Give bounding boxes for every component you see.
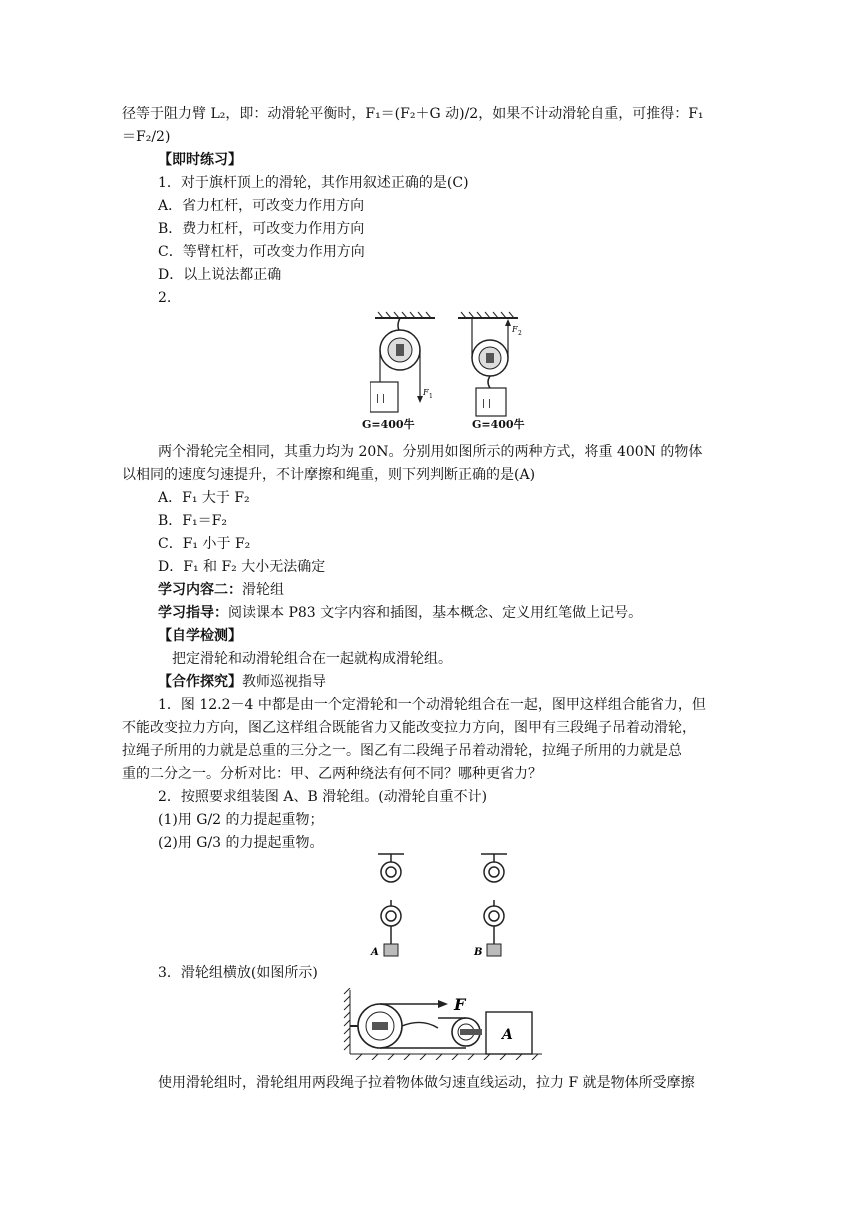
q2-option-d: D．F₁ 和 F₂ 大小无法确定 — [158, 559, 326, 575]
coop-heading: 【合作探究】教师巡视指导 — [158, 674, 326, 690]
last-line: 使用滑轮组时，滑轮组用两段绳子拉着物体做匀速直线运动，拉力 F 就是物体所受摩擦 — [158, 1075, 695, 1091]
q1-option-a: A．省力杠杆，可改变力作用方向 — [158, 198, 365, 214]
right-weight-label: G=400牛 — [472, 418, 525, 431]
self-check-text: 把定滑轮和动滑轮组合在一起就构成滑轮组。 — [172, 651, 452, 667]
force-f-label: F — [454, 995, 466, 1014]
learning-guide: 学习指导：阅读课本 P83 文字内容和插图，基本概念、定义用红笔做上记号。 — [158, 605, 643, 621]
q1-option-c: C．等臂杠杆，可改变力作用方向 — [158, 244, 365, 260]
coop-1-line-4: 重的二分之一。分析对比：甲、乙两种绕法有何不同？哪种更省力？ — [122, 766, 542, 782]
coop-1-line-2: 不能改变拉力方向，图乙这样组合既能省力又能改变拉力方向，图甲有三段绳子吊着动滑轮， — [122, 720, 696, 736]
q2-option-c: C．F₁ 小于 F₂ — [158, 536, 251, 552]
question-1: 1．对于旗杆顶上的滑轮，其作用叙述正确的是(C) — [158, 175, 469, 191]
question-2-line-2: 以相同的速度匀速提升，不计摩擦和绳重，则下列判断正确的是(A) — [122, 467, 536, 483]
q1-option-d: D．以上说法都正确 — [158, 267, 282, 283]
f1-label: F — [423, 388, 429, 397]
left-weight-label: G=400牛 — [362, 418, 415, 431]
svg-text:1: 1 — [429, 393, 433, 400]
coop-1-line-3: 拉绳子所用的力就是总重的三分之一。图乙有二段绳子吊着动滑轮，拉绳子所用的力就是总 — [122, 743, 682, 759]
section-2-title: 学习内容二：滑轮组 — [158, 582, 284, 598]
practice-heading: 【即时练习】 — [158, 152, 242, 168]
set-a-label: A — [371, 947, 379, 958]
horizontal-pulley-figure — [342, 988, 547, 1060]
svg-text:2: 2 — [518, 330, 522, 337]
svg-text:| |: | | — [482, 399, 491, 409]
coop-2: 2．按照要求组装图 A、B 滑轮组。(动滑轮自重不计) — [158, 789, 488, 805]
intro-line-1: 径等于阻力臂 L₂，即：动滑轮平衡时，F₁＝(F₂＋G 动)/2，如果不计动滑轮自重，可推得：F₁ — [122, 106, 704, 122]
question-2-number: 2. — [158, 290, 172, 306]
question-2-line-1: 两个滑轮完全相同，其重力均为 20N。分别用如图所示的两种方式，将重 400N 的物体 — [158, 444, 703, 460]
q2-option-a: A．F₁ 大于 F₂ — [158, 490, 250, 506]
set-b-label: B — [474, 947, 483, 958]
self-check-heading: 【自学检测】 — [158, 628, 242, 644]
coop-2-a: (1)用 G/2 的力提起重物； — [158, 812, 324, 828]
q1-option-b: B．费力杠杆，可改变力作用方向 — [158, 221, 365, 237]
coop-1-line-1: 1．图 12.2－4 中都是由一个定滑轮和一个动滑轮组合在一起，图甲这样组合能省力，但 — [158, 697, 706, 713]
f2-label: F — [512, 325, 518, 334]
pulley-figure-2 — [368, 848, 518, 960]
coop-3: 3．滑轮组横放(如图所示) — [158, 965, 318, 981]
intro-line-2: ＝F₂/2) — [122, 129, 171, 145]
svg-text:| |: | | — [376, 394, 385, 404]
q2-option-b: B．F₁＝F₂ — [158, 513, 227, 529]
coop-2-b: (2)用 G/3 的力提起重物。 — [158, 835, 324, 851]
block-a-label: A — [502, 1027, 513, 1043]
